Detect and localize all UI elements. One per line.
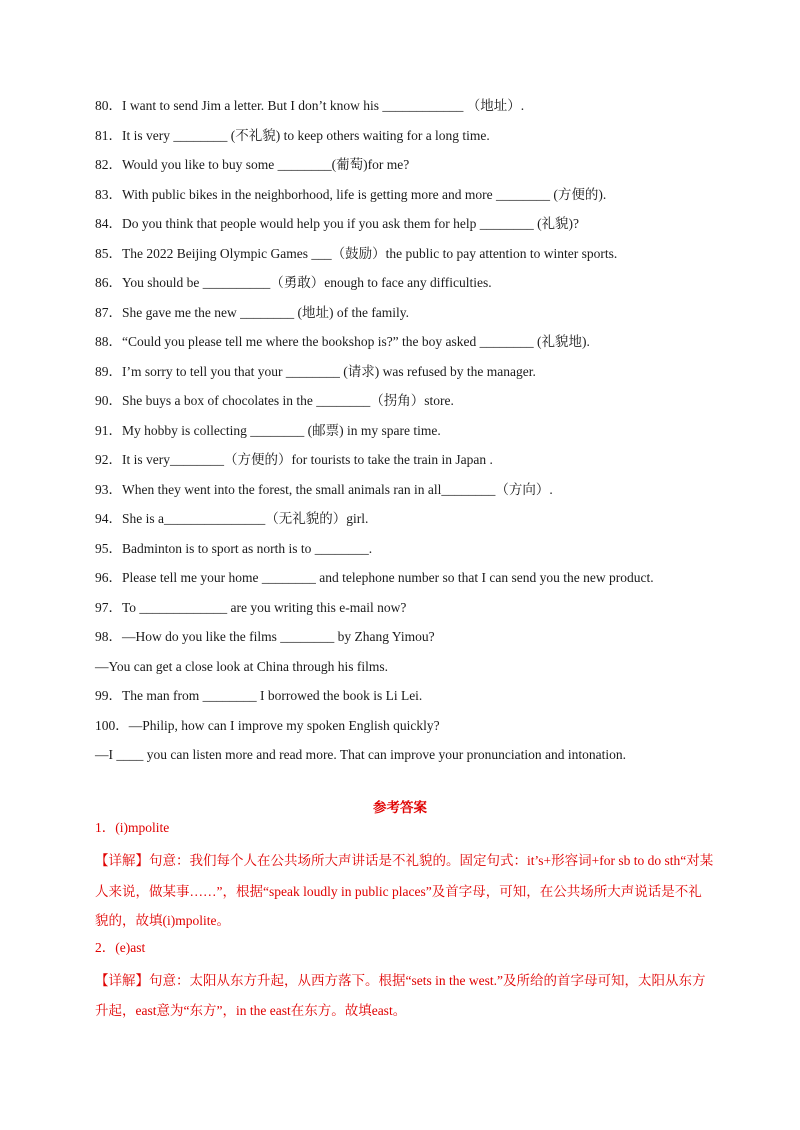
question-82: 82．Would you like to buy some ________(葡萄)for me? [95,157,410,172]
answer-1-heading: 1．(i)mpolite [95,820,170,835]
question-88: 88．“Could you please tell me where the bookshop is?” the boy asked ________ (礼貌地). [95,334,590,349]
question-84: 84．Do you think that people would help you if you ask them for help ________ (礼貌)? [95,216,580,231]
question-94: 94．She is a_______________（无礼貌的）girl. [95,511,369,526]
detail-text: 句意：我们每个人在公共场所大声讲话是不礼貌的。固定句式：it’s+形容词+for sb to do sth“对某人来说，做某事……”，根据“speak loudly in public places”及首字母，可知，在公共场所大声说话是不礼貌的，故填(i)mpolite。 [95,853,714,928]
answer-list [95,818,715,1028]
question-80: 80．I want to send Jim a letter. But I don’t know his ____________ （地址）. [95,98,525,113]
detail-tag: 【详解】 [95,972,149,989]
question-98: 98．—How do you like the films ________ by Zhang Yimou? [95,629,435,644]
question-93: 93．When they went into the forest, the small animals ran in all________（方向）. [95,481,553,497]
question-81: 81．It is very ________ (不礼貌) to keep others waiting for a long time. [95,127,490,143]
question-list [95,96,735,775]
question-96: 96．Please tell me your home ________ and telephone number so that I can send you the new product. [95,570,654,585]
question-100-reply: —I ____ you can listen more and read more. That can improve your pronunciation and intonation. [95,747,626,762]
answer-1-detail [95,846,715,936]
question-89: 89．I’m sorry to tell you that your ________ (请求) was refused by the manager. [95,363,536,379]
question-100: 100．—Philip, how can I improve my spoken English quickly? [95,717,440,733]
detail-tag: 【详解】 [95,853,149,869]
detail-text: 句意：太阳从东方升起，从西方落下。根据“sets in the west.”及所给的首字母可知，太阳从东方升起，east意为“东方”，in the east在东方。故填east。 [95,972,706,1018]
question-92: 92．It is very________（方便的）for tourists to take the train in Japan . [95,452,493,467]
question-90: 90．She buys a box of chocolates in the ________（拐角）store. [95,393,454,408]
question-83: 83．With public bikes in the neighborhood, life is getting more and more ________ (方便的). [95,186,607,202]
question-98-reply: —You can get a close look at China through his films. [95,658,388,674]
question-97: 97．To _____________ are you writing this e-mail now? [95,599,407,615]
answer-2-detail [95,966,715,1026]
answer-key-heading: 参考答案 [373,800,427,816]
question-87: 87．She gave me the new ________ (地址) of the family. [95,304,410,320]
question-85: 85．The 2022 Beijing Olympic Games ___（鼓励）the public to pay attention to winter sports. [95,245,618,261]
question-86: 86．You should be __________（勇敢）enough to face any difficulties. [95,275,492,290]
answer-2-heading: 2．(e)ast [95,939,146,955]
question-99: 99．The man from ________ I borrowed the book is Li Lei. [95,688,423,703]
question-95: 95．Badminton is to sport as north is to ________. [95,540,373,556]
question-91: 91．My hobby is collecting ________ (邮票) in my spare time. [95,422,441,438]
